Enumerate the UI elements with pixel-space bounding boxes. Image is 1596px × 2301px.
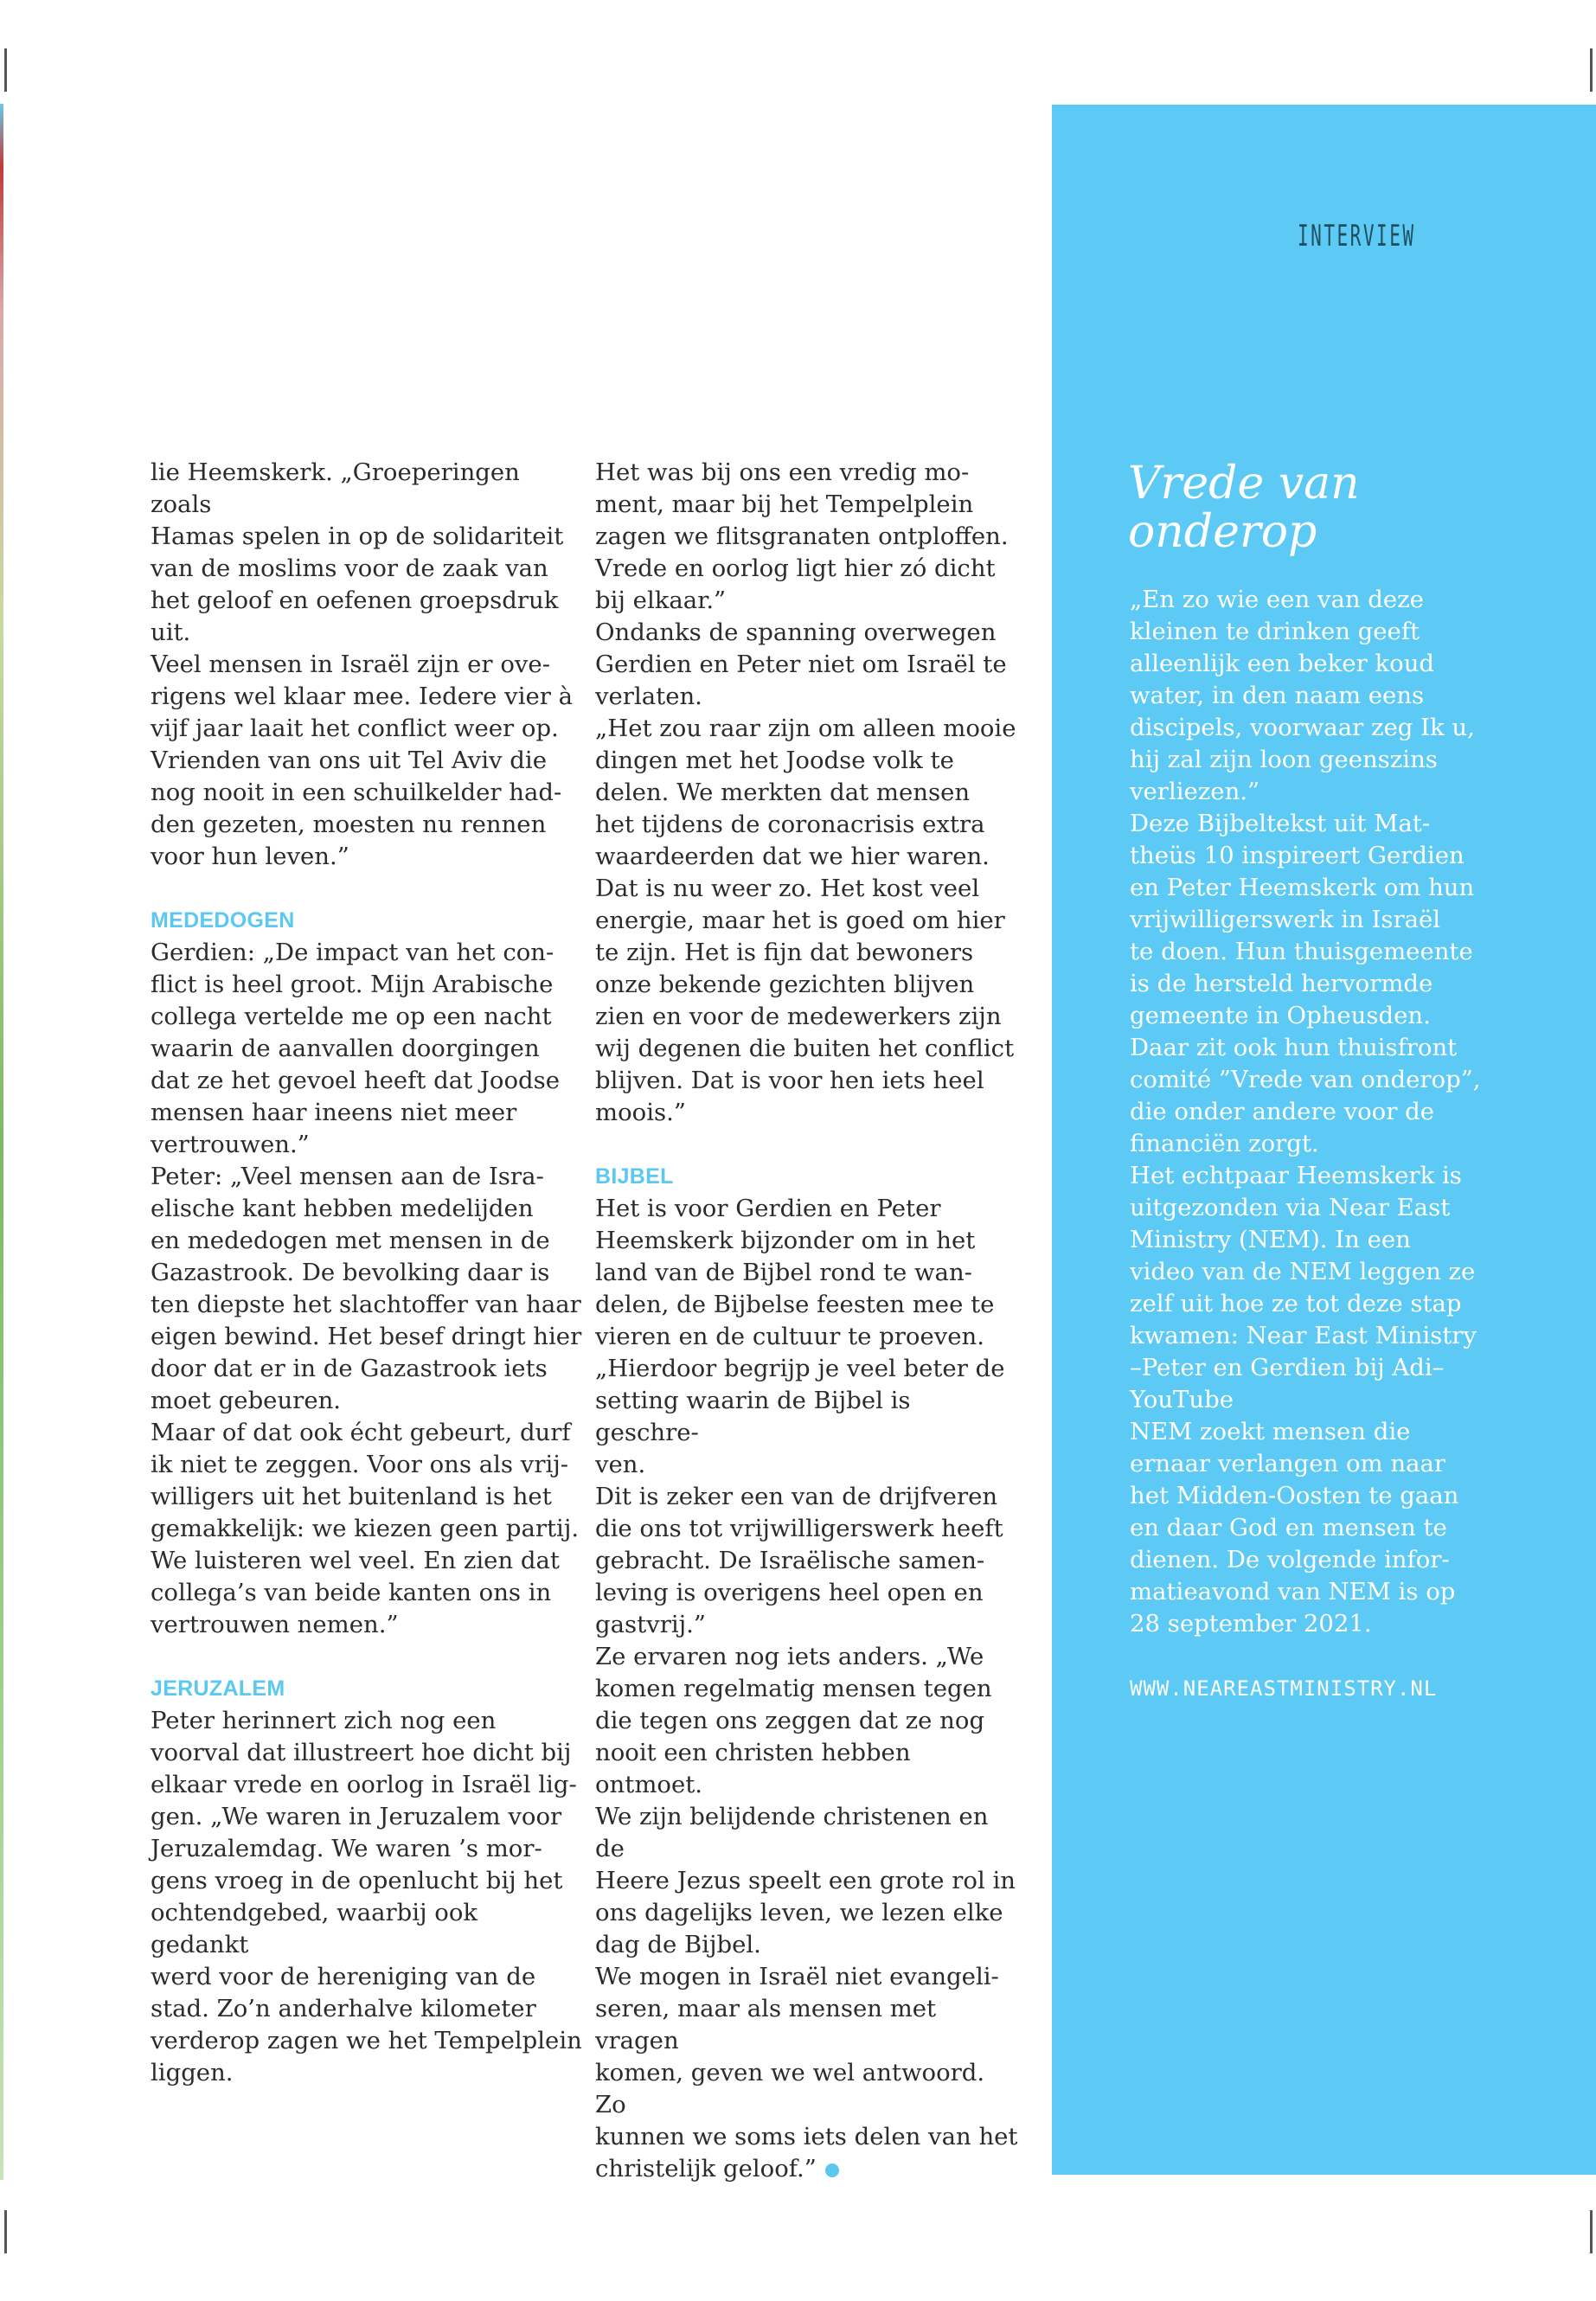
article-column-2	[595, 457, 1019, 2185]
sidebar-url[interactable]: WWW.NEAREASTMINISTRY.NL	[1130, 1676, 1438, 1701]
article-column-1	[151, 457, 583, 2089]
column1-paragraph-2: Gerdien: „De impact van het con- flict is heel groot. Mijn Arabische collega vertelde me op een nacht waarin de aanvallen doorgingen dat ze het gevoel heeft dat Joodse mensen haar ineens niet meer vertrouwen.” Peter: „Veel mensen aan de Isra- elische kant hebben medelijden en mededogen met mensen in de Gazastrook. De bevolking daar is ten diepste het slachtoffer van haar eigen bewind. Het besef dringt hier door dat er in de Gazastrook iets moet gebeuren. Maar of dat ook écht gebeurt, durf ik niet te zeggen. Voor ons als vrij- willigers uit het buitenland is het gemakkelijk: we kiezen geen partij. We luisteren wel veel. En zien dat collega’s van beide kanten ons in vertrouwen nemen.”	[151, 939, 582, 1638]
sidebar-title: Vrede van onderop	[1128, 458, 1360, 558]
end-mark-dot-icon	[825, 2163, 839, 2177]
column2-paragraph-2	[595, 1193, 1019, 2185]
photo-edge-strip	[0, 104, 3, 2180]
crop-mark-top-right	[1590, 48, 1593, 92]
sidebar-box	[1052, 105, 1596, 2175]
column2-paragraph-1: Het was bij ons een vredig mo- ment, maar bij het Tempelplein zagen we flitsgranaten ontploffen. Vrede en oorlog ligt hier zó dicht bij elkaar.” Ondanks de spanning overwegen Gerdien en Peter niet om Israël te verlaten. „Het zou raar zijn om alleen mooie dingen met het Joodse volk te delen. We merkten dat mensen het tijdens de coronacrisis extra waardeerden dat we hier waren. Dat is nu weer zo. Het kost veel energie, maar het is goed om hier te zijn. Het is fijn dat bewoners onze bekende gezichten blijven zien en voor de medewerkers zijn wij degenen die buiten het conflict blijven. Dat is voor hen iets heel moois.”	[595, 458, 1016, 1126]
heading-bijbel: BIJBEL	[595, 1164, 674, 1189]
crop-mark-top-left	[4, 48, 7, 92]
sidebar-body: „En zo wie een van deze kleinen te drinken geeft alleenlijk een beker koud water, in den naam eens discipels, voorwaar zeg Ik u, hij zal zijn loon geenszins verliezen.” Deze Bijbeltekst uit Mat- theüs 10 inspireert Gerdien en Peter Heemskerk om hun vrijwilligerswerk in Israël te doen. Hun thuisgemeente is de hersteld hervormde gemeente in Opheusden. Daar zit ook hun thuisfront comité ”Vrede van onderop”, die onder andere voor de financiën zorgt. Het echtpaar Heemskerk is uitgezonden via Near East Ministry (NEM). In een video van de NEM leggen ze zelf uit hoe ze tot deze stap kwamen: Near East Ministry –Peter en Gerdien bij Adi– YouTube NEM zoekt mensen die ernaar verlangen om naar het Midden-Oosten te gaan en daar God en mensen te dienen. De volgende infor- matieavond van NEM is op 28 september 2021.	[1130, 586, 1481, 1638]
heading-mededogen: MEDEDOGEN	[151, 908, 295, 933]
section-label: INTERVIEW	[1298, 219, 1416, 253]
heading-jeruzalem: JERUZALEM	[151, 1676, 285, 1701]
column1-paragraph-1: lie Heemskerk. „Groeperingen zoals Hamas spelen in op de solidariteit van de moslims voor de zaak van het geloof en oefenen groepsdruk uit. Veel mensen in Israël zijn er ove- rigens wel klaar mee. Iedere vier à vijf jaar laait het conflict weer op. Vrienden van ons uit Tel Aviv die nog nooit in een schuilkelder had- den gezeten, moesten nu rennen voor hun leven.”	[151, 458, 574, 870]
crop-mark-bottom-left	[4, 2210, 7, 2253]
column1-paragraph-3: Peter herinnert zich nog een voorval dat illustreert hoe dicht bij elkaar vrede en oorlog in Israël lig- gen. „We waren in Jeruzalem voor Jeruzalemdag. We waren ’s mor- gens vroeg in de openlucht bij het ochtendgebed, waarbij ook gedankt werd voor de hereniging van de stad. Zo’n anderhalve kilometer verderop zagen we het Tempelplein liggen.	[151, 1707, 582, 2086]
crop-mark-bottom-right	[1590, 2210, 1593, 2253]
column2-paragraph-2-text: Het is voor Gerdien en Peter Heemskerk bijzonder om in het land van de Bijbel rond te wan- delen, de Bijbelse feesten mee te vieren en de cultuur te proeven. „Hierdoor begrijp je veel beter de setting waarin de Bijbel is geschre- ven. Dit is zeker een van de drijfveren die ons tot vrijwilligerswerk heeft gebracht. De Israëlische samen- leving is overigens heel open en gastvrij.” Ze ervaren nog iets anders. „We komen regelmatig mensen tegen die tegen ons zeggen dat ze nog nooit een christen hebben ontmoet. We zijn belijdende christenen en de Heere Jezus speelt een grote rol in ons dagelijks leven, we lezen elke dag de Bijbel. We mogen in Israël niet evangeli- seren, maar als mensen met vragen komen, geven we wel antwoord. Zo kunnen we soms iets delen van het christelijk geloof.”	[595, 1195, 1018, 2182]
